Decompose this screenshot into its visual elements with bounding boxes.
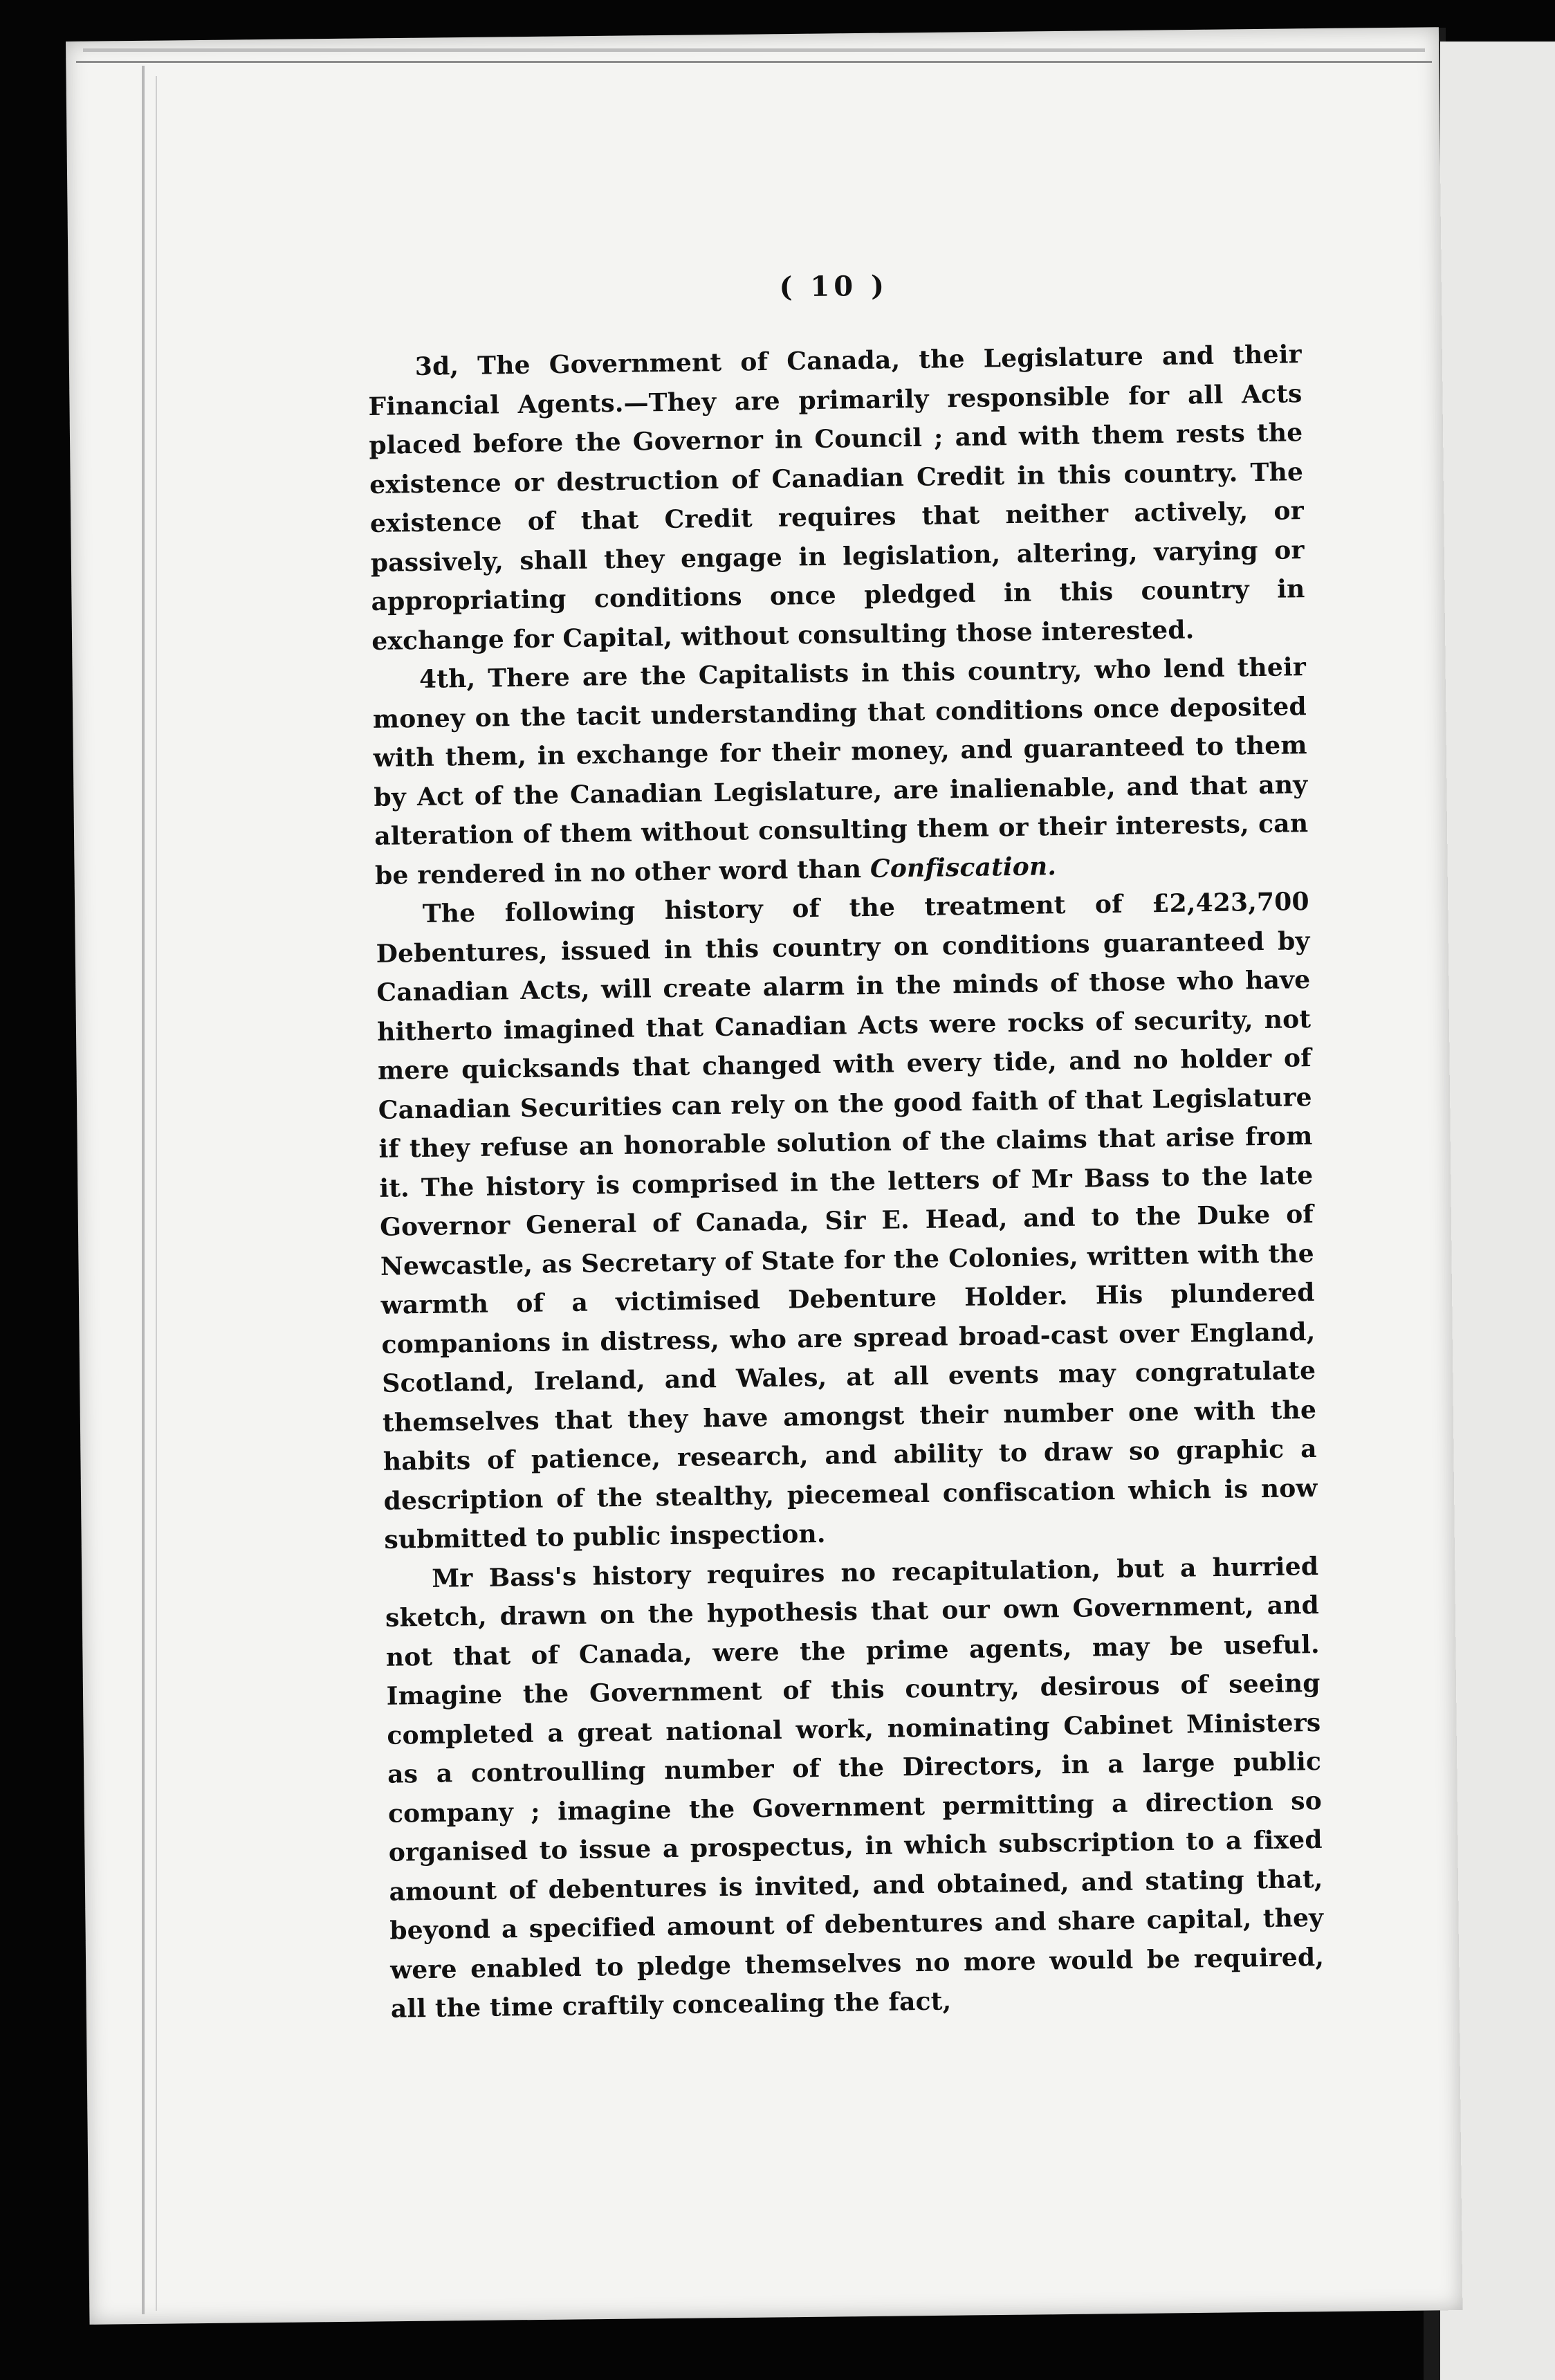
paragraph-capitalists-text: 4th, There are the Capitalists in this country, who lend their money on the tacit understanding that conditions once deposited with them, in exchange for their money, and guaranteed to them by Act of the Canadian Legislature, are inalienable, and that any alteration of them without consulting them or their interests, can be rendered in no other word than bbox=[372, 652, 1309, 890]
confiscation-italic: Confiscation. bbox=[869, 851, 1057, 884]
page-edge-line bbox=[156, 76, 157, 2311]
page-text-block bbox=[367, 264, 1325, 2029]
paragraph-debenture-history: The following history of the treatment of £2,423,700 Debentures, issued in this country on conditions guaranteed by Canadian Acts, will create alarm in the minds of those who have hitherto imagined that Canadian Acts were rocks of security, not mere quicksands that changed with every tide, and no holder of Canadian Securities can rely on the good faith of that Legislature if they refuse an honorable solution of the claims that arise from it. The history is comprised in the letters of Mr Bass to the late Governor General of Canada, Sir E. Head, and to the Duke of Newcastle, as Secretary of State for the Colonies, written with the warmth of a victimised Debenture Holder. His plundered companions in distress, who are spread broad-cast over England, Scotland, Ireland, and Wales, at all events may congratulate themselves that they have amongst their number one with the habits of patience, research, and ability to draw so graphic a description of the stealthy, piecemeal confiscation which is now submitted to public inspection. bbox=[376, 887, 1318, 1555]
page-edge-line bbox=[83, 48, 1425, 52]
page-edge-line bbox=[142, 66, 145, 2314]
paragraph-capitalists bbox=[372, 648, 1309, 895]
page-number: ( 10 ) bbox=[779, 269, 889, 304]
paragraph-mr-bass-history: Mr Bass's history requires no recapitulation, but a hurried sketch, drawn on the hypothesis that our own Government, and not that of Canada, were the prime agents, may be useful. Imagine the Government of this country, desirous of seeing completed a great national work, nominating Cabinet Ministers as a controulling number of the Directors, in a large public company ; imagine the Government permitting a direction so organised to issue a prospectus, in which subscription to a fixed amount of debentures is invited, and obtained, and stating that, beyond a specified amount of debentures and share capital, they were enabled to pledge themselves no more would be required, all the time craftily concealing the fact, bbox=[385, 1551, 1325, 2024]
page-edge-line bbox=[76, 61, 1432, 63]
paragraph-government-of-canada: 3d, The Government of Canada, the Legislature and their Financial Agents.—They are primarily responsible for all Acts placed before the Governor in Council ; and with them rests the existence or destruction of Canadian Credit in this country. The existence of that Credit requires that neither actively, or passively, shall they engage in legislation, altering, varying or appropriating conditions once pledged in this country in exchange for Capital, without consulting those interested. bbox=[368, 340, 1305, 656]
